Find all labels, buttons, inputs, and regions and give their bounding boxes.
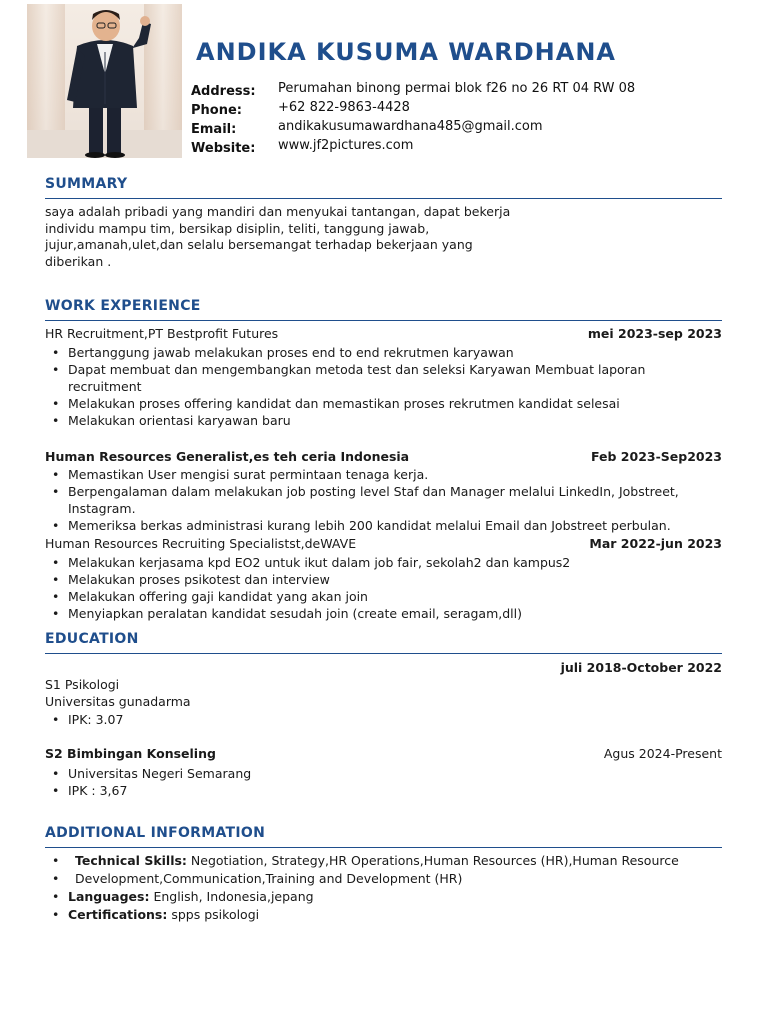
job-header [45, 325, 722, 343]
list-item [45, 711, 715, 728]
education-degree: S2 Bimbingan Konseling [45, 746, 216, 761]
bullet-icon: • [52, 606, 60, 621]
bullet-icon: • [52, 396, 60, 411]
bullet-icon: • [52, 889, 60, 904]
section-divider [45, 198, 722, 199]
bullet-icon: • [52, 871, 60, 886]
additional-list [45, 852, 715, 924]
section-title: SUMMARY [45, 176, 128, 192]
summary-section [45, 176, 722, 192]
section-divider [45, 847, 722, 848]
bullet-icon: • [52, 853, 60, 868]
bullet-icon: • [52, 345, 60, 360]
list-item [45, 782, 715, 799]
summary-line: saya adalah pribadi yang mandiri dan menyukai tantangan, dapat bekerja [45, 204, 511, 219]
item-label: Languages: [68, 889, 150, 904]
item-label: Technical Skills: [75, 853, 187, 868]
section-divider [45, 320, 722, 321]
contact-website [191, 137, 731, 156]
job-bullets [45, 344, 715, 429]
item-value: Development,Communication,Training and Development (HR) [75, 871, 463, 886]
job-position: Human Resources Recruiting Specialistst,deWAVE [45, 536, 357, 551]
item-value: English, Indonesia,jepang [153, 889, 314, 904]
contact-label: Phone: [191, 103, 242, 118]
bullet-icon: • [52, 783, 60, 798]
section-divider [45, 653, 722, 654]
additional-info-section [45, 825, 722, 841]
list-item [45, 588, 715, 605]
education-degree: S1 Psikologi [45, 677, 120, 692]
contact-value: andikakusumawardhana485@gmail.com [278, 119, 543, 134]
contact-label: Email: [191, 122, 237, 137]
list-item [45, 906, 715, 924]
education-dates: Agus 2024-Present [603, 746, 722, 761]
bullet-text: IPK : 3,67 [68, 783, 128, 798]
list-item [45, 870, 715, 888]
bullet-icon: • [52, 413, 60, 428]
summary-line: diberikan . [45, 253, 112, 269]
contact-label: Address: [191, 84, 256, 99]
list-item [45, 765, 715, 782]
bullet-icon: • [52, 518, 60, 533]
bullet-text: Universitas Negeri Semarang [68, 766, 252, 781]
bullet-text: Melakukan orientasi karyawan baru [68, 413, 291, 428]
job-bullets [45, 554, 715, 622]
list-item [45, 517, 715, 534]
bullet-text: Berpengalaman dalam melakukan job posting level Staf dan Manager melalui LinkedIn, Jobstreet, [68, 484, 679, 499]
contact-value: +62 822-9863-4428 [278, 100, 410, 115]
contact-info [191, 80, 731, 156]
bullet-icon: • [52, 907, 60, 922]
job-bullets [45, 466, 715, 534]
education-section [45, 631, 722, 647]
section-title: EDUCATION [45, 631, 139, 647]
bullet-text: Melakukan kerjasama kpd EO2 untuk ikut dalam job fair, sekolah2 dan kampus2 [68, 555, 571, 570]
list-item [45, 852, 715, 870]
bullet-icon: • [52, 766, 60, 781]
job-dates: Mar 2022-jun 2023 [589, 536, 722, 551]
job-dates: Feb 2023-Sep2023 [590, 449, 722, 464]
list-item [45, 605, 715, 622]
job-header [45, 448, 722, 466]
summary-text [45, 204, 510, 270]
education-header [45, 745, 722, 763]
bullet-icon: • [52, 555, 60, 570]
bullet-text: Melakukan proses offering kandidat dan memastikan proses rekrutmen kandidat selesai [68, 396, 620, 411]
list-item [45, 466, 715, 483]
education-dates: juli 2018-October 2022 [560, 660, 722, 675]
education-bullets [45, 711, 715, 728]
bullet-icon: • [52, 712, 60, 727]
item-value: Negotiation, Strategy,HR Operations,Human Resources (HR),Human Resource [190, 853, 679, 868]
bullet-icon: • [52, 572, 60, 587]
item-label: Certifications: [68, 907, 168, 922]
bullet-text: IPK: 3.07 [68, 712, 124, 727]
bullet-text: Memeriksa berkas administrasi kurang lebih 200 kandidat melalui Email dan Jobstreet perbulan. [68, 518, 671, 533]
bullet-icon: • [52, 484, 60, 499]
summary-line: individu mampu tim, bersikap disiplin, teliti, tanggung jawab, [45, 220, 430, 236]
bullet-text: Memastikan User mengisi surat permintaan tenaga kerja. [68, 467, 429, 482]
contact-phone [191, 99, 731, 118]
bullet-text: Menyiapkan peralatan kandidat sesudah join (create email, seragam,dll) [68, 606, 522, 621]
list-item [45, 483, 715, 500]
candidate-name: ANDIKA KUSUMA WARDHANA [196, 38, 616, 66]
bullet-text: Dapat membuat dan mengembangkan metoda test dan seleksi Karyawan Membuat laporan [68, 362, 646, 377]
list-item [45, 361, 715, 378]
education-school: Universitas gunadarma [45, 694, 191, 709]
education-bullets [45, 765, 715, 799]
bullet-text: Melakukan offering gaji kandidat yang akan join [68, 589, 368, 604]
bullet-icon: • [52, 362, 60, 377]
work-experience-section [45, 298, 722, 314]
summary-line: jujur,amanah,ulet,dan selalu bersemangat terhadap bekerjaan yang [45, 237, 473, 252]
contact-address [191, 80, 731, 99]
list-item [45, 554, 715, 571]
contact-value: Perumahan binong permai blok f26 no 26 RT 04 RW 08 [278, 81, 636, 96]
job-position: Human Resources Generalist,es teh ceria Indonesia [45, 449, 410, 464]
contact-label: Website: [191, 141, 256, 156]
bullet-icon: • [52, 589, 60, 604]
item-value: spps psikologi [171, 907, 260, 922]
list-item [45, 378, 715, 395]
bullet-text: recruitment [68, 379, 142, 394]
list-item [45, 500, 715, 517]
contact-email [191, 118, 731, 137]
list-item [45, 412, 715, 429]
profile-photo [27, 4, 182, 158]
section-title: WORK EXPERIENCE [45, 298, 201, 314]
bullet-text: Instagram. [68, 501, 136, 516]
bullet-text: Bertanggung jawab melakukan proses end to end rekrutmen karyawan [68, 345, 514, 360]
bullet-icon: • [52, 467, 60, 482]
list-item [45, 888, 715, 906]
list-item [45, 571, 715, 588]
bullet-text: Melakukan proses psikotest dan interview [68, 572, 330, 587]
section-title: ADDITIONAL INFORMATION [45, 825, 266, 841]
education-header [45, 659, 722, 677]
contact-value: www.jf2pictures.com [278, 138, 414, 153]
job-header [45, 535, 722, 553]
job-dates: mei 2023-sep 2023 [587, 326, 722, 341]
list-item [45, 344, 715, 361]
list-item [45, 395, 715, 412]
job-position: HR Recruitment,PT Bestprofit Futures [45, 326, 279, 341]
education-entry [45, 676, 191, 710]
